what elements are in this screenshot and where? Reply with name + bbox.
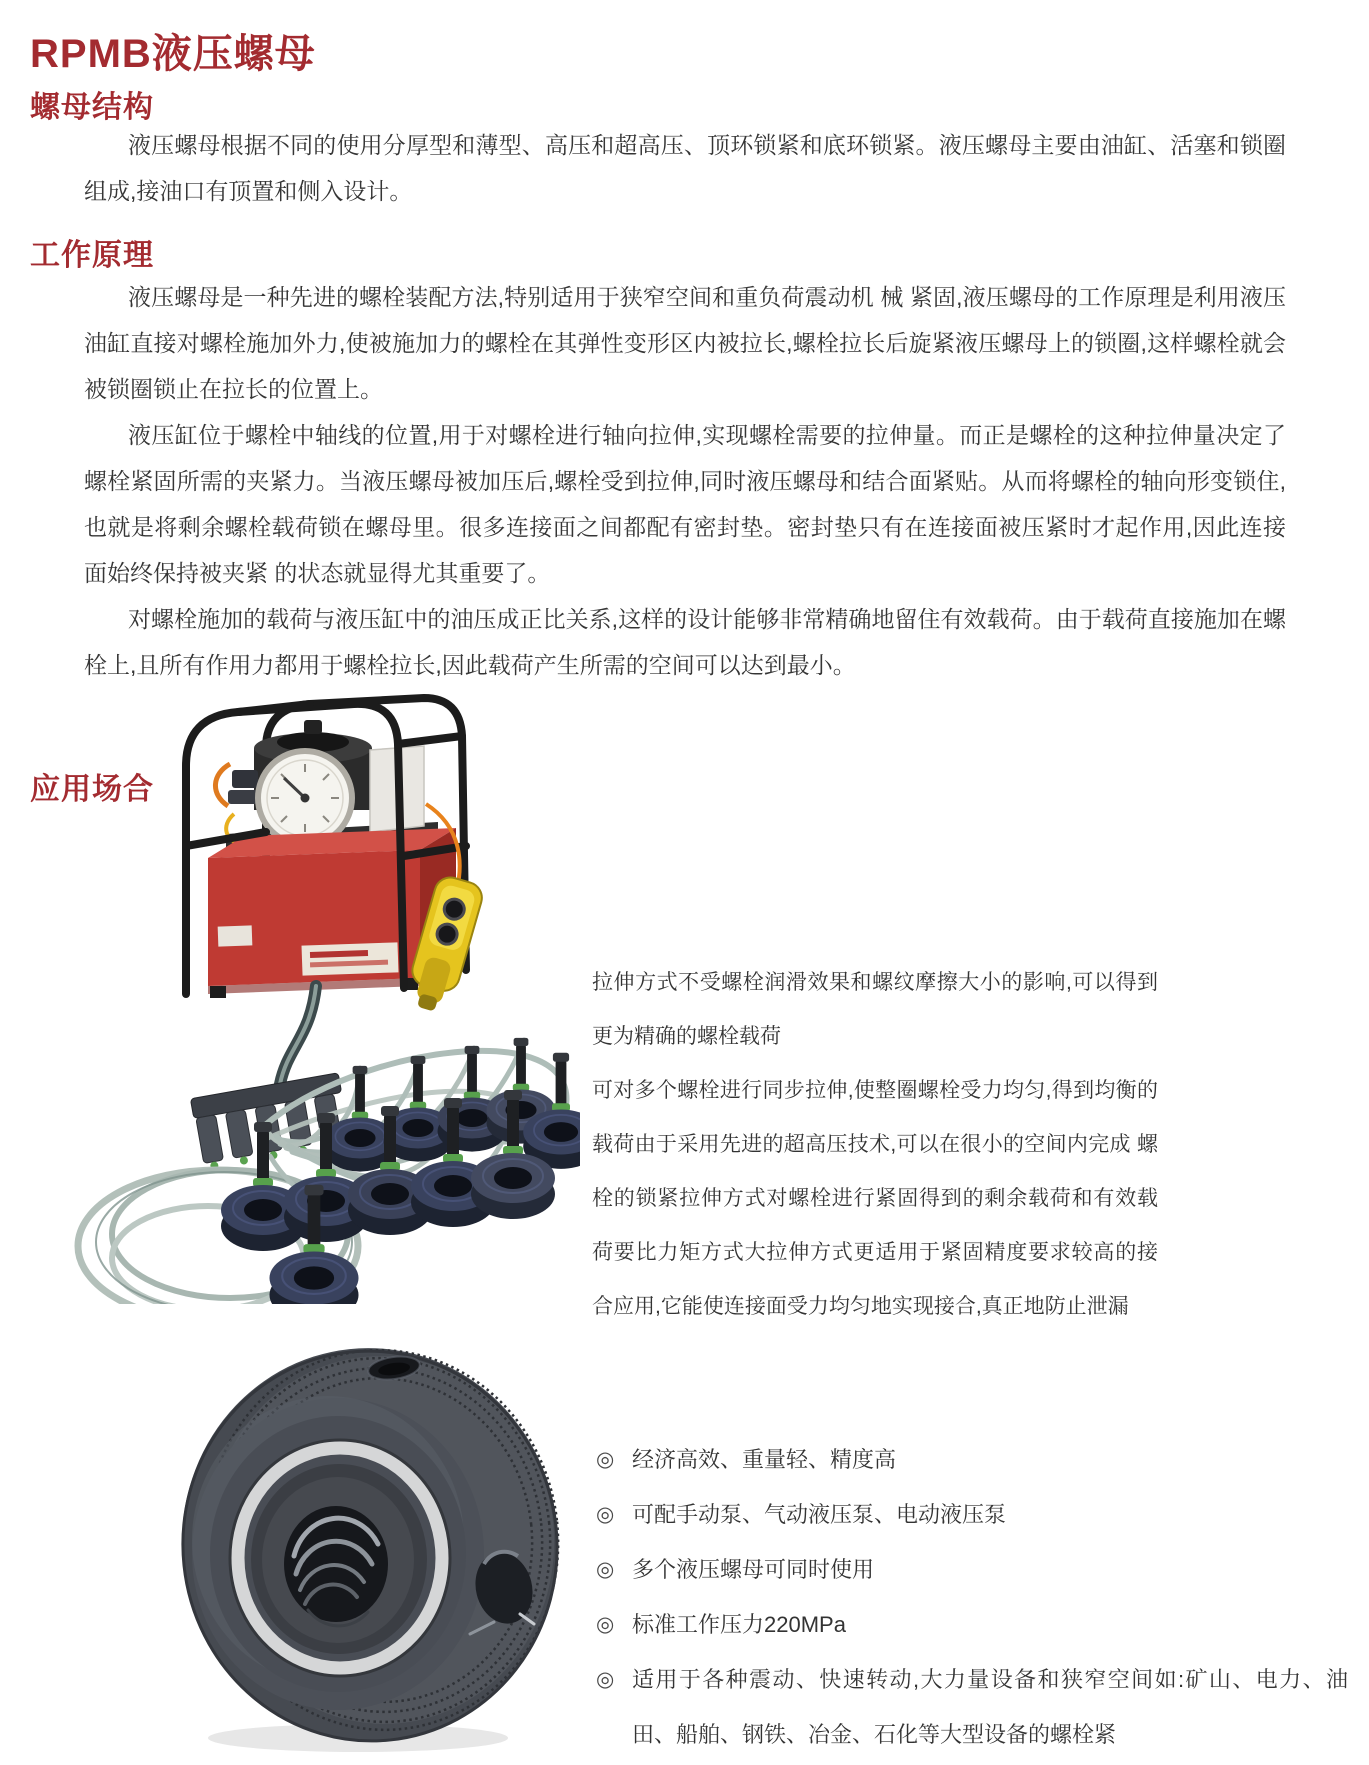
benefits-text [592,956,1158,1334]
section-heading-nut-structure: 螺母结构 [30,91,154,124]
feature-item [596,1652,1348,1762]
hydraulic-nut-product-image [148,1334,572,1762]
section-heading-working-principle: 工作原理 [30,239,154,272]
bullseye-bullet-icon: ◎ [596,1613,615,1636]
paragraph: 液压缸位于螺栓中轴线的位置,用于对螺栓进行轴向拉伸,实现螺栓需要的拉伸量。而正是螺栓的这种拉伸量决定了螺栓紧固所需的夹紧力。当液压螺母被加压后,螺栓受到拉伸,同时液压螺母和结合面紧贴。从而将螺栓的轴向形变锁住,也就是将剩余螺栓载荷锁在螺母里。很多连接面之间都配有密封垫。密封垫只有在连接面被压紧时才起作用,因此连接面始终保持被夹紧 的状态就显得尤其重要了。 [84,422,1286,586]
page-title: RPMB液压螺母 [30,32,316,76]
feature-label: 标准工作压力220MPa [632,1612,846,1637]
feature-label: 经济高效、重量轻、精度高 [632,1447,897,1472]
feature-item [596,1542,1348,1597]
bullseye-bullet-icon: ◎ [596,1558,615,1581]
section-heading-applications: 应用场合 [30,773,154,806]
nut-structure-text [84,122,1286,214]
benefit-paragraph: 拉伸方式不受螺栓润滑效果和螺纹摩擦大小的影响,可以得到更为精确的螺栓载荷 [592,971,1158,1048]
feature-item [596,1487,1348,1542]
hydraulic-nuts-cluster [221,1038,580,1304]
feature-item [596,1597,1348,1652]
bullseye-bullet-icon: ◎ [596,1668,615,1691]
bullseye-bullet-icon: ◎ [596,1448,615,1471]
paragraph: 液压螺母根据不同的使用分厚型和薄型、高压和超高压、顶环锁紧和底环锁紧。液压螺母主要由油缸、活塞和锁圈组成,接油口有顶置和侧入设计。 [84,132,1286,204]
feature-label: 可配手动泵、气动液压泵、电动液压泵 [632,1502,1007,1527]
features-list [596,1432,1348,1762]
working-principle-text [84,274,1286,688]
paragraph: 对螺栓施加的载荷与液压缸中的油压成正比关系,这样的设计能够非常精确地留住有效载荷。由于载荷直接施加在螺栓上,且所有作用力都用于螺栓拉长,因此载荷产生所需的空间可以达到最小。 [84,606,1286,678]
paragraph: 液压螺母是一种先进的螺栓装配方法,特别适用于狭窄空间和重负荷震动机 械 紧固,液压螺母的工作原理是利用液压油缸直接对螺栓施加外力,使被施加力的螺栓在其弹性变形区内被拉长,螺栓拉长后旋紧液压螺母上的锁圈,这样螺栓就会被锁圈锁止在拉长的位置上。 [84,284,1286,402]
pressure-gauge [258,751,352,845]
feature-label: 适用于各种震动、快速转动,大力量设备和狭窄空间如:矿山、电力、油田、船舶、钢铁、冶金、石化等大型设备的螺栓紧 [632,1667,1348,1747]
pump-system-image [58,686,580,1304]
benefit-paragraph: 可对多个螺栓进行同步拉伸,使整圈螺栓受力均匀,得到均衡的载荷由于采用先进的超高压技术,可以在很小的空间内完成 螺栓的锁紧拉伸方式对螺栓进行紧固得到的剩余载荷和有效载荷要比力矩方式大拉伸方式更适用于紧固精度要求较高的接合应用,它能使连接面受力均匀地实现接合,真正地防止泄漏 [592,1079,1158,1318]
outlet-hose [280,986,316,1084]
feature-item [596,1432,1348,1487]
bullseye-bullet-icon: ◎ [596,1503,615,1526]
feature-label: 多个液压螺母可同时使用 [632,1557,875,1582]
